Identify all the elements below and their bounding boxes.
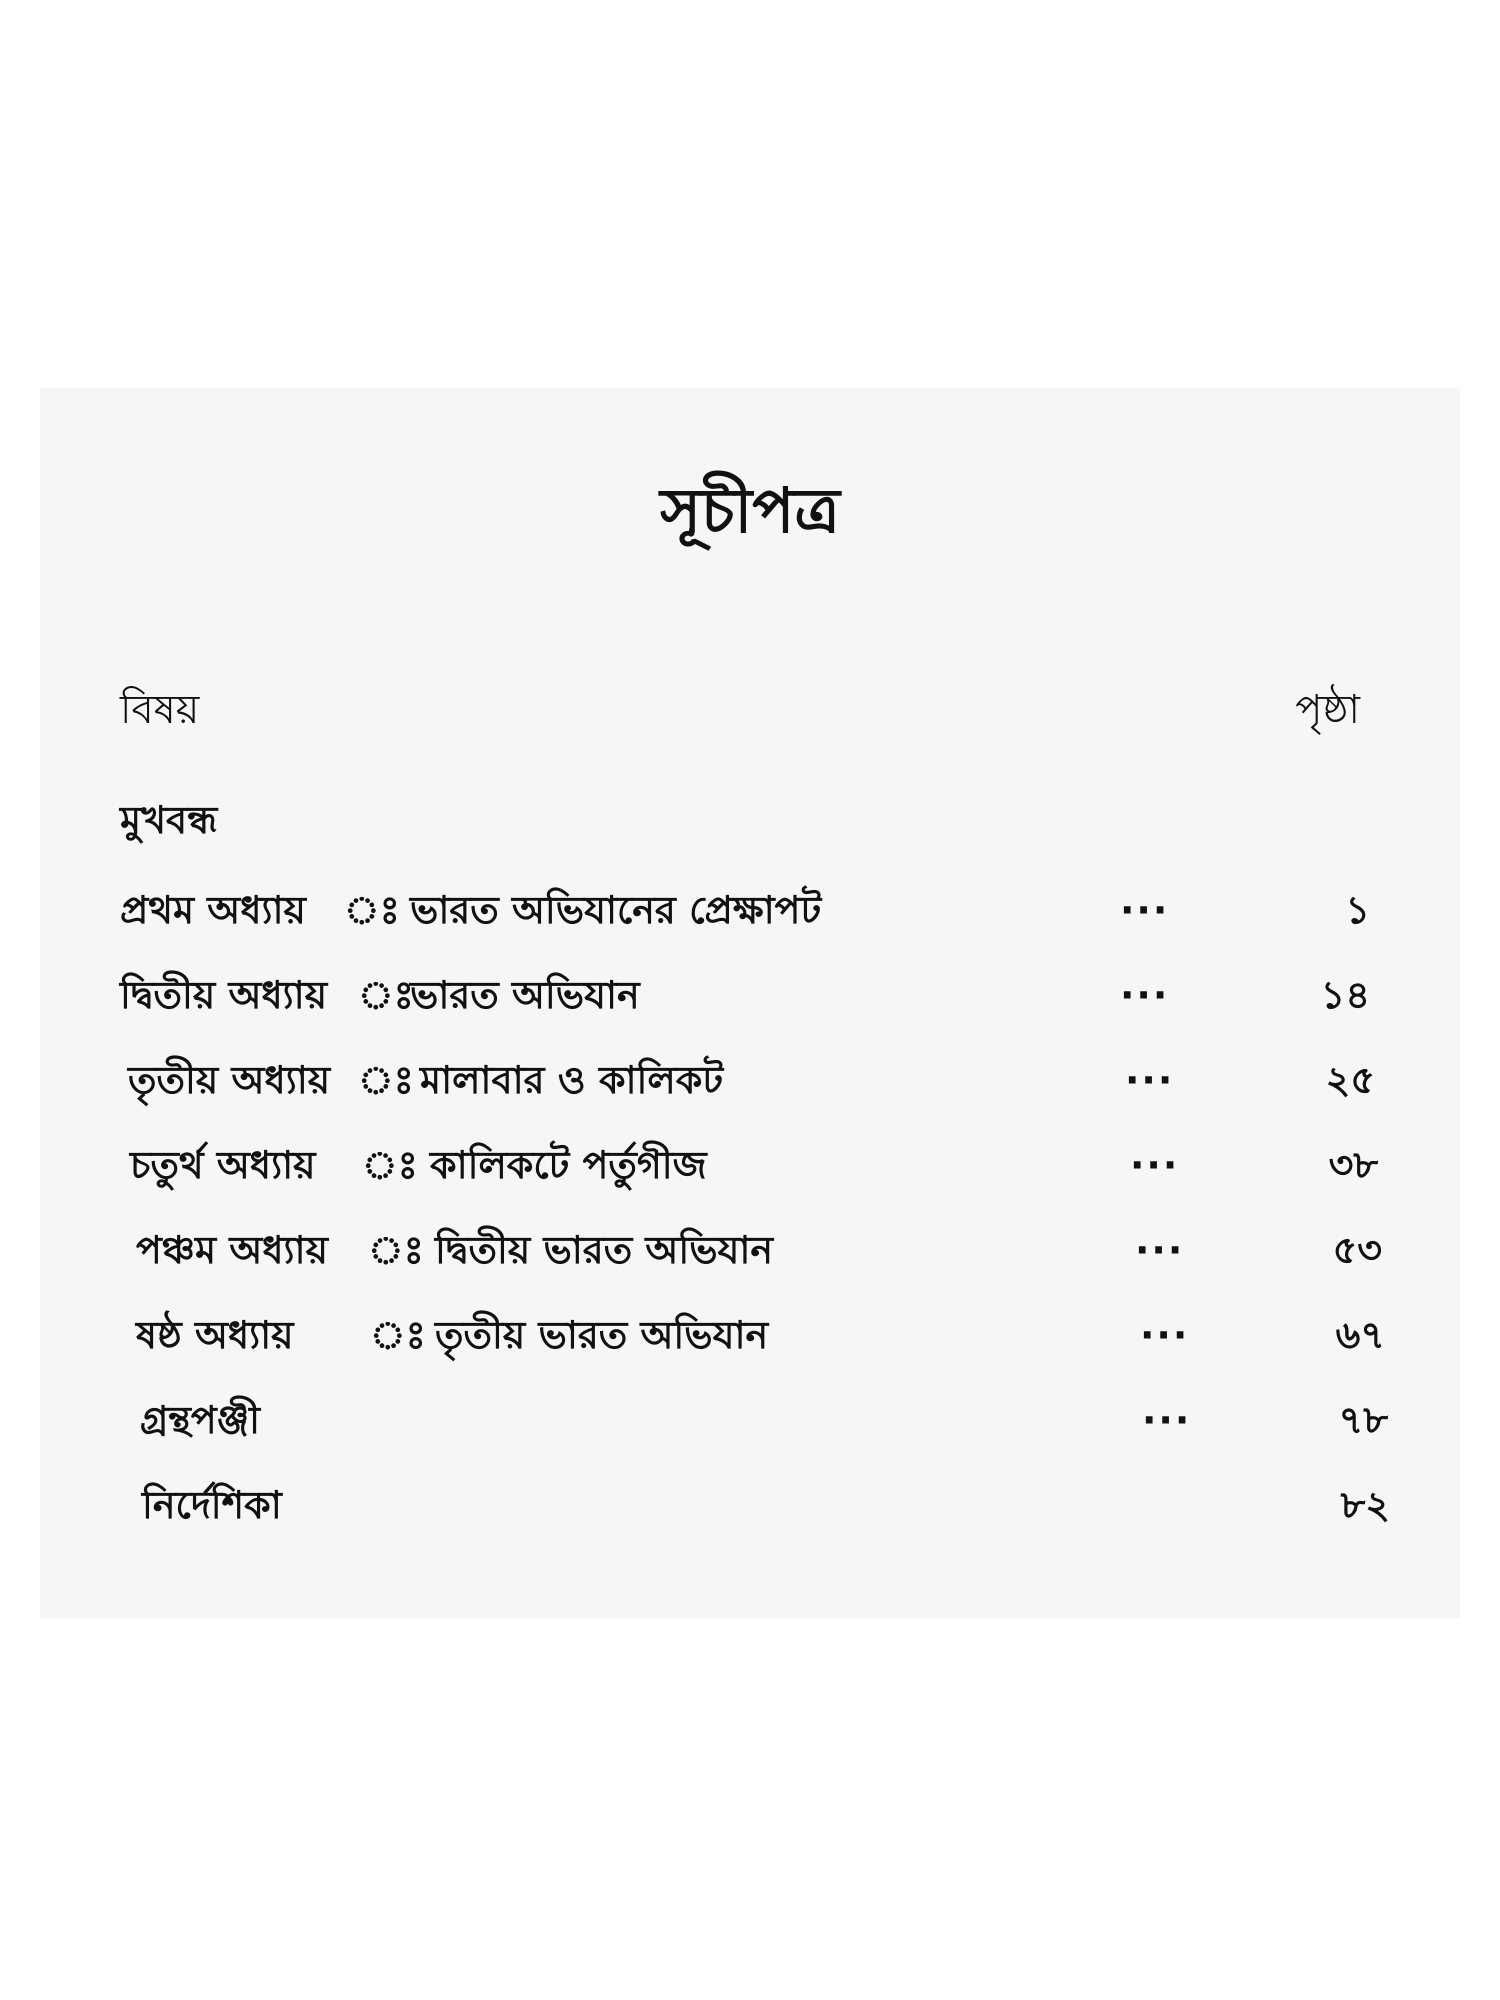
chapter-topic: কালিকটে পর্তুগীজ <box>430 1143 707 1187</box>
leader-dots: ··· <box>1135 1228 1185 1272</box>
chapter-colon: ঃ <box>368 1228 424 1272</box>
toc-row[interactable] <box>0 1050 1500 1110</box>
page-number: ২৫ <box>1325 1058 1375 1102</box>
page-number: ৫৩ <box>1332 1228 1382 1272</box>
toc-row-preface[interactable] <box>0 790 1500 850</box>
leader-dots: ··· <box>1120 888 1170 932</box>
leader-dots: ··· <box>1142 1398 1192 1442</box>
leader-dots: ··· <box>1140 1313 1190 1357</box>
chapter-topic: তৃতীয় ভারত অভিযান <box>435 1313 769 1357</box>
column-header-page: পৃষ্ঠা <box>1295 687 1360 733</box>
toc-row[interactable] <box>0 1305 1500 1365</box>
toc-row[interactable] <box>0 965 1500 1025</box>
toc-row-bibliography[interactable] <box>0 1390 1500 1450</box>
chapter-topic: মালাবার ও কালিকট <box>420 1058 724 1102</box>
chapter-colon: ঃ <box>370 1313 426 1357</box>
toc-row[interactable] <box>0 880 1500 940</box>
page-title: সূচীপত্র <box>660 474 840 547</box>
chapter-label: পঞ্চম অধ্যায় <box>136 1228 328 1272</box>
chapter-colon: ঃ <box>362 1143 418 1187</box>
toc-preface-label: মুখবন্ধ <box>120 798 218 842</box>
chapter-colon: ঃ <box>358 973 414 1017</box>
column-header-subject: বিষয় <box>120 687 200 733</box>
page-number: ৭৮ <box>1338 1398 1388 1442</box>
page-number: ৩৮ <box>1328 1143 1378 1187</box>
bibliography-label: গ্রন্থপঞ্জী <box>140 1398 261 1442</box>
toc-row[interactable] <box>0 1220 1500 1280</box>
chapter-topic: দ্বিতীয় ভারত অভিযান <box>435 1228 774 1272</box>
index-label: নির্দেশিকা <box>142 1483 282 1527</box>
toc-row[interactable] <box>0 1135 1500 1195</box>
leader-dots: ··· <box>1125 1058 1175 1102</box>
chapter-colon: ঃ <box>358 1058 414 1102</box>
page-number: ৮২ <box>1340 1483 1390 1527</box>
chapter-label: তৃতীয় অধ্যায় <box>128 1058 331 1102</box>
chapter-label: ষষ্ঠ অধ্যায় <box>136 1313 294 1357</box>
chapter-label: দ্বিতীয় অধ্যায় <box>120 973 328 1017</box>
chapter-topic: ভারত অভিযান <box>410 973 640 1017</box>
chapter-label: প্রথম অধ্যায় <box>120 888 306 932</box>
page-number: ১৪ <box>1320 973 1370 1017</box>
chapter-topic: ভারত অভিযানের প্রেক্ষাপট <box>410 888 822 932</box>
chapter-label: চতুর্থ অধ্যায় <box>130 1143 316 1187</box>
leader-dots: ··· <box>1120 973 1170 1017</box>
page-number: ৬৭ <box>1335 1313 1385 1357</box>
page-number: ১ <box>1345 888 1370 932</box>
chapter-colon: ঃ <box>344 888 400 932</box>
leader-dots: ··· <box>1130 1143 1180 1187</box>
toc-row-index[interactable] <box>0 1475 1500 1535</box>
